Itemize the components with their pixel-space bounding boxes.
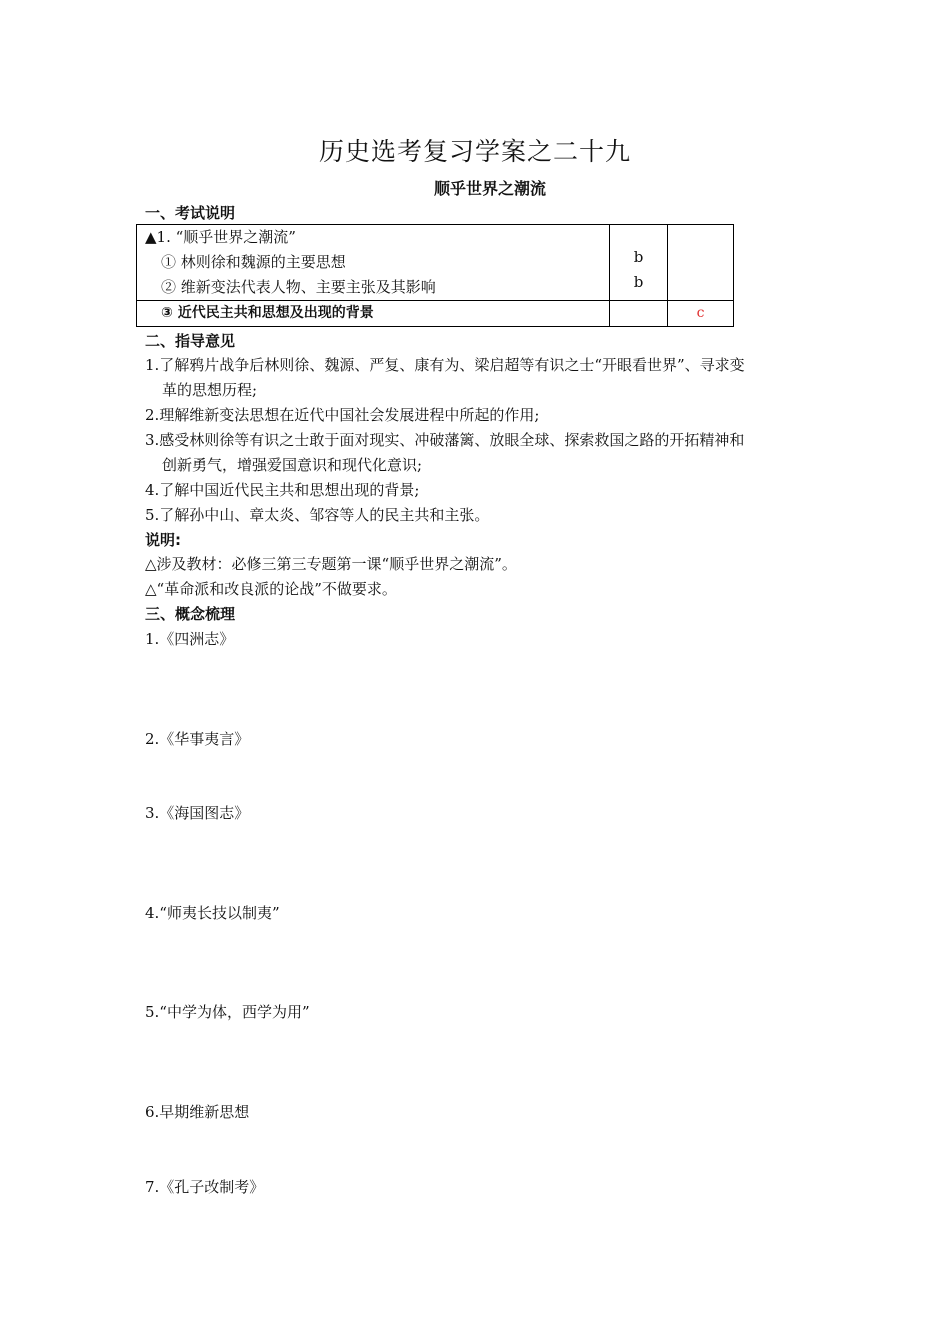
concept-item: 6.早期维新思想 xyxy=(145,1103,250,1121)
exam-requirements-table xyxy=(136,224,734,327)
section-heading-exam: 一、考试说明 xyxy=(145,204,236,222)
concept-item: 4.“师夷长技以制夷” xyxy=(145,904,280,922)
table-line-bold: ③ 近代民主共和思想及出现的背景 xyxy=(161,305,374,321)
page-title: 历史选考复习学案之二十九 xyxy=(318,137,631,166)
guidance-item: 2.理解维新变法思想在近代中国社会发展进程中所起的作用; xyxy=(145,406,540,424)
guidance-item-cont: 创新勇气，增强爱国意识和现代化意识; xyxy=(162,456,423,474)
table-line: ① 林则徐和魏源的主要思想 xyxy=(161,253,346,271)
table-cell-topic xyxy=(137,301,610,327)
section-heading-guidance: 二、指导意见 xyxy=(145,332,236,350)
table-row xyxy=(137,225,734,301)
guidance-item: 4.了解中国近代民主共和思想出现的背景; xyxy=(145,481,420,499)
concept-item: 5.“中学为体，西学为用” xyxy=(145,1003,310,1021)
grade-value: b xyxy=(633,248,644,266)
table-cell-empty xyxy=(668,225,734,301)
note-item: △“革命派和改良派的论战”不做要求。 xyxy=(145,580,397,598)
table-cell-grade xyxy=(668,301,734,327)
note-item: △涉及教材：必修三第三专题第一课“顺乎世界之潮流”。 xyxy=(145,555,517,573)
guidance-item: 5.了解孙中山、章太炎、邹容等人的民主共和主张。 xyxy=(145,506,490,524)
concept-item: 1.《四洲志》 xyxy=(145,630,235,648)
guidance-item: 1.了解鸦片战争后林则徐、魏源、严复、康有为、梁启超等有识之士“开眼看世界”、寻求变 xyxy=(145,356,745,374)
guidance-item-cont: 革的思想历程; xyxy=(162,381,258,399)
grade-value-red: c xyxy=(696,305,705,321)
grade-value: b xyxy=(633,273,644,291)
section-heading-concepts: 三、概念梳理 xyxy=(145,605,236,623)
table-line: ▲1. “顺乎世界之潮流” xyxy=(145,228,296,246)
concept-item: 3.《海国图志》 xyxy=(145,804,250,822)
table-cell-topic xyxy=(137,225,610,301)
note-heading: 说明: xyxy=(145,531,181,549)
table-cell-grade xyxy=(610,225,668,301)
guidance-item: 3.感受林则徐等有识之士敢于面对现实、冲破藩篱、放眼全球、探索救国之路的开拓精神和 xyxy=(145,431,745,449)
table-cell-empty xyxy=(610,301,668,327)
table-row xyxy=(137,301,734,327)
concept-item: 2.《华事夷言》 xyxy=(145,730,250,748)
concept-item: 7.《孔子改制考》 xyxy=(145,1178,265,1196)
table-line: ② 维新变法代表人物、主要主张及其影响 xyxy=(161,278,436,296)
page-subtitle: 顺乎世界之潮流 xyxy=(433,179,546,198)
